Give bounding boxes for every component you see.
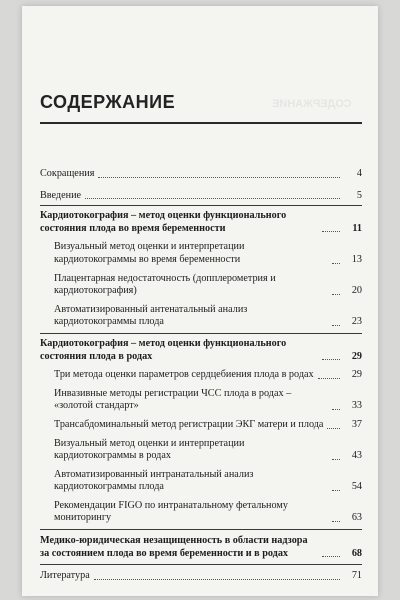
leader-dots (327, 428, 340, 429)
toc-entry-text: Автоматизированный антенатальный анализ кардиотокограммы плода (54, 303, 248, 328)
leader-dots (322, 556, 340, 557)
toc-entry-text: Введение (40, 189, 82, 201)
toc-entry-text: Литература (40, 570, 90, 582)
toc-entry (40, 535, 362, 560)
leader-dots (318, 378, 340, 379)
toc-page-number: 11 (352, 222, 362, 234)
toc-page-number: 68 (351, 547, 362, 559)
section-separator (40, 333, 362, 334)
toc-entry-text: Медико-юридическая незащищенность в области надзора за состоянием плода во время беременности и в родах (40, 535, 308, 559)
section-separator (40, 205, 362, 206)
toc-page-number: 4 (356, 168, 362, 179)
toc-entry (40, 304, 362, 329)
leader-dots (332, 409, 340, 410)
toc-entry-text: Визуальный метод оценки и интерпретации кардиотокограммы во время беременности (54, 241, 245, 265)
toc-entry (40, 168, 362, 181)
toc-page-number: 37 (351, 418, 362, 430)
toc-entry-text: Три метода оценки параметров сердцебиения плода в родах (54, 369, 314, 381)
table-of-contents (40, 168, 362, 583)
toc-entry (40, 241, 362, 266)
toc-entry-text: Автоматизированный интранатальный анализ кардиотокограммы плода (54, 468, 254, 493)
toc-entry-text: Плацентарная недостаточность (допплерометрия и кардиотокография) (54, 272, 276, 297)
toc-entry (40, 273, 362, 298)
title-rule (40, 122, 362, 124)
leader-dots (332, 325, 340, 326)
toc-entry-text: Трансабдоминальный метод регистрации ЭКГ матери и плода (54, 418, 324, 430)
leader-dots (332, 521, 340, 522)
toc-page-number: 54 (351, 481, 362, 493)
toc-entry (40, 419, 362, 432)
toc-page-number: 63 (351, 512, 362, 524)
toc-page-number: 23 (351, 316, 362, 328)
leader-dots (332, 263, 340, 264)
page-title: СОДЕРЖАНИЕ (40, 92, 176, 112)
toc-entry (40, 570, 362, 583)
toc-entry-text: Кардиотокография – метод оценки функционального состояния плода в родах (40, 337, 287, 362)
toc-entry-text: Сокращения (40, 168, 95, 179)
show-through-title: СОДЕРЖАНИЕ (272, 98, 352, 110)
toc-entry (40, 338, 362, 363)
toc-entry (40, 388, 362, 413)
toc-page-number: 20 (351, 285, 362, 297)
toc-entry-text: Рекомендации FIGO по интранатальному фетальному мониторингу (54, 499, 288, 524)
toc-entry-text: Инвазивные методы регистрации ЧСС плода в родах – «золотой стандарт» (54, 387, 292, 412)
section-separator (40, 564, 362, 565)
toc-page-number: 29 (351, 350, 362, 362)
toc-entry (40, 500, 362, 525)
toc-entry-text: Визуальный метод оценки и интерпретации кардиотокограммы в родах (54, 437, 245, 462)
book-page (22, 6, 378, 596)
leader-dots (85, 198, 340, 199)
leader-dots (332, 459, 340, 460)
leader-dots (94, 579, 340, 580)
toc-page-number: 71 (351, 570, 362, 582)
toc-entry (40, 190, 362, 203)
section-separator (40, 529, 362, 530)
toc-page-number: 33 (351, 400, 362, 412)
leader-dots (98, 177, 340, 178)
leader-dots (322, 231, 340, 232)
toc-entry (40, 469, 362, 494)
toc-page-number: 5 (356, 189, 362, 201)
toc-entry-text: Кардиотокография – метод оценки функционального состояния плода во время беременности (40, 210, 287, 234)
toc-entry (40, 369, 362, 382)
leader-dots (322, 359, 340, 360)
toc-entry (40, 438, 362, 463)
toc-entry (40, 210, 362, 235)
toc-page-number: 43 (351, 450, 362, 462)
toc-page-number: 29 (351, 369, 362, 381)
toc-page-number: 13 (351, 253, 362, 265)
leader-dots (332, 294, 340, 295)
leader-dots (332, 490, 340, 491)
